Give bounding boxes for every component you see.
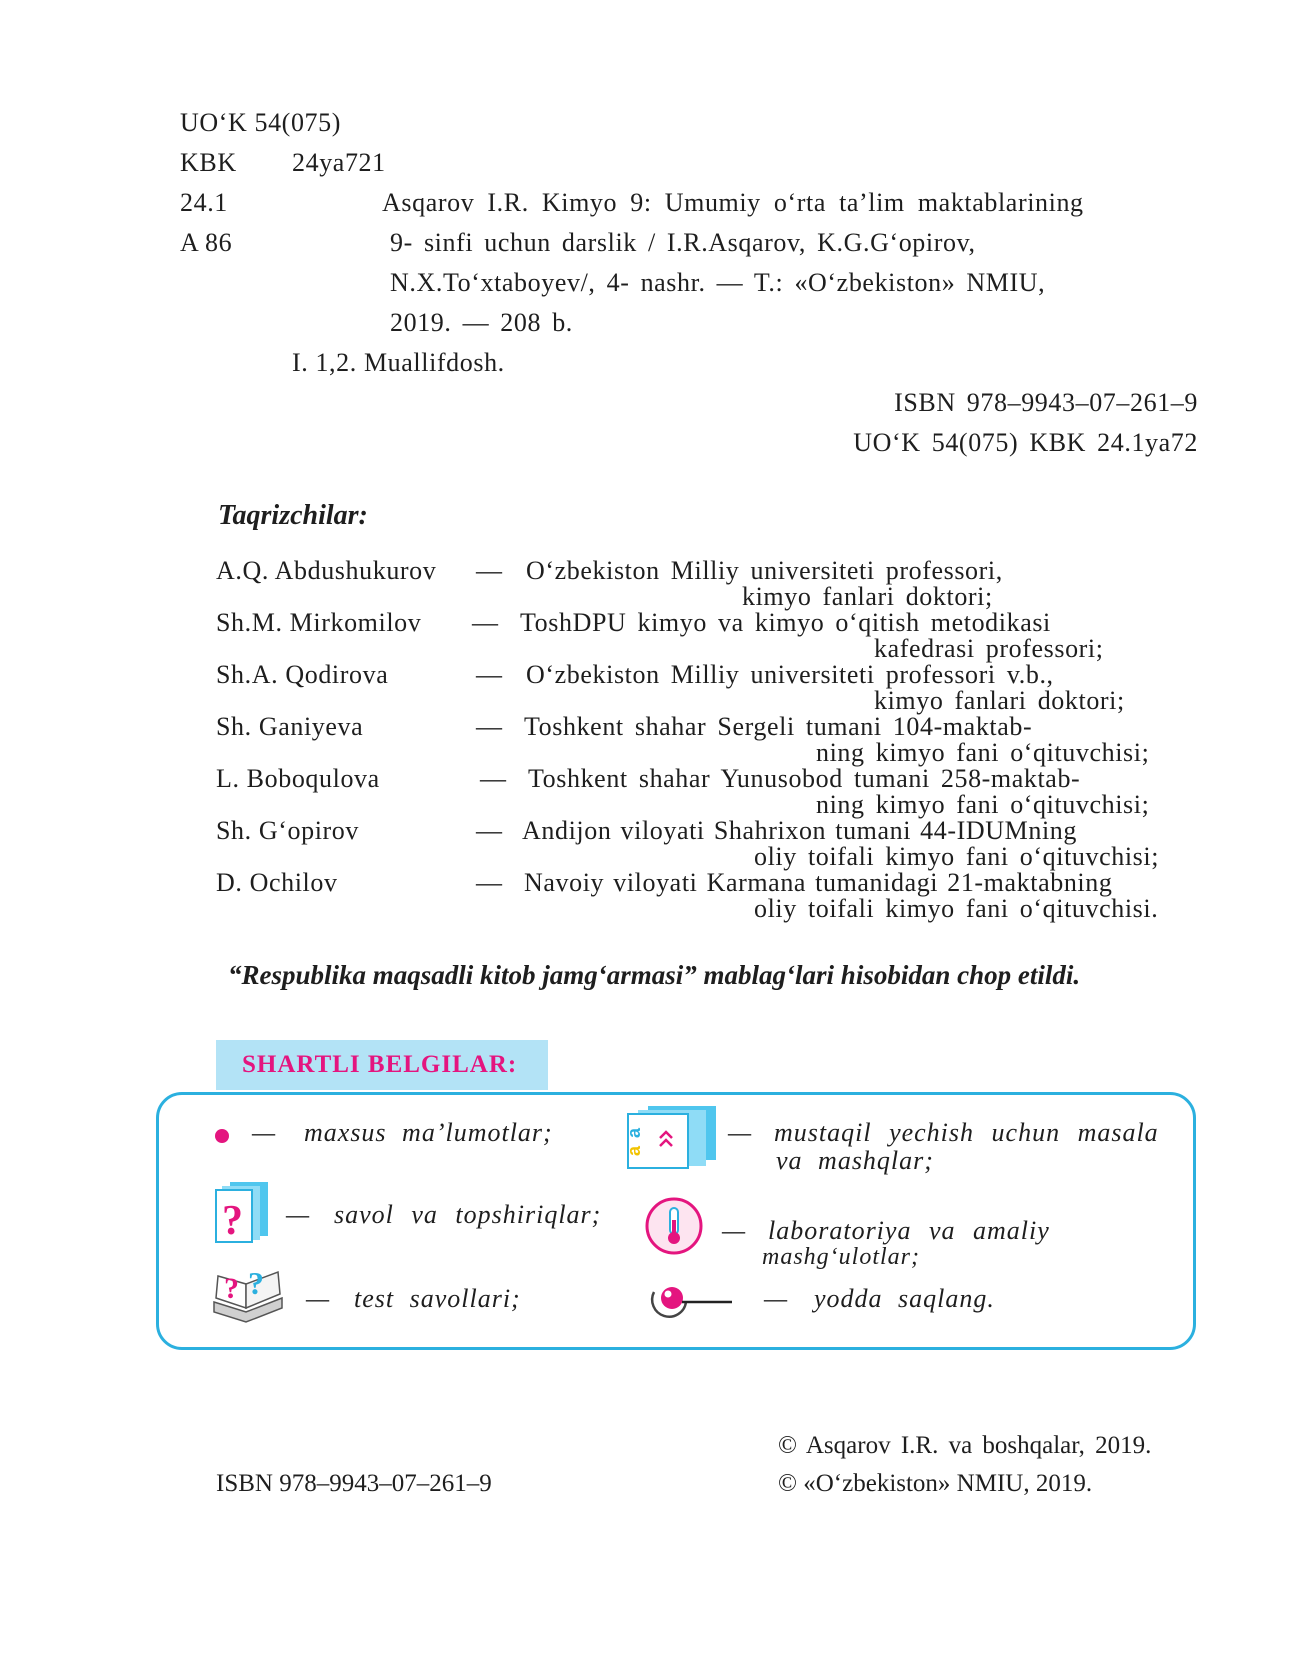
reviewer-name: Sh.M. Mirkomilov <box>216 608 422 637</box>
kbk-label: KBK <box>180 148 237 177</box>
description-line-1: Asqarov I.R. Kimyo 9: Umumiy o‘rta ta’lim maktablarining <box>382 188 1084 217</box>
reviewer-dash: — <box>476 868 503 897</box>
footer-isbn: ISBN 978–9943–07–261–9 <box>216 1470 492 1497</box>
reviewer-role-line-2: ning kimyo fani o‘qituvchisi; <box>816 738 1150 767</box>
class-code-2: A 86 <box>180 228 233 257</box>
legend-questions: savol va topshiriqlar; <box>334 1200 602 1229</box>
reviewer-role-line-1: Navoiy viloyati Karmana tumanidagi 21-maktabning <box>524 868 1113 897</box>
legend-dash: — <box>722 1216 747 1245</box>
reviewer-name: Sh. G‘opirov <box>216 816 359 845</box>
svg-text:a: a <box>626 1145 644 1156</box>
legend-special-info: maxsus ma’lumotlar; <box>304 1118 553 1147</box>
legend-dash: — <box>306 1284 331 1313</box>
reviewer-dash: — <box>476 712 503 741</box>
class-code-1: 24.1 <box>180 188 228 217</box>
description-line-3: N.X.To‘xtaboyev/, 4- nashr. — T.: «O‘zbekiston» NMIU, <box>390 268 1046 297</box>
test-book-icon <box>210 1262 286 1331</box>
svg-text:?: ? <box>224 1272 239 1305</box>
thermometer-icon <box>644 1196 704 1261</box>
legend-lab-line-2: mashg‘ulotlar; <box>762 1244 920 1270</box>
reviewer-role-line-2: ning kimyo fani o‘qituvchisi; <box>816 790 1150 819</box>
index-line: I. 1,2. Muallifdosh. <box>292 348 505 377</box>
remember-pin-icon <box>648 1278 734 1327</box>
legend-problems-line-1: mustaqil yechish uchun masala <box>774 1118 1159 1147</box>
reviewer-role-line-1: Andijon viloyati Shahrixon tumani 44-IDUMning <box>522 816 1077 845</box>
legend-title: SHARTLI BELGILAR: <box>242 1051 518 1078</box>
copyright-line-2: © «O‘zbekiston» NMIU, 2019. <box>778 1470 1093 1497</box>
funding-note: “Respublika maqsadli kitob jamg‘armasi” mablag‘lari hisobidan chop etildi. <box>228 960 1081 990</box>
reviewer-role-line-2: kimyo fanlari doktori; <box>742 582 993 611</box>
reviewer-name: L. Boboqulova <box>216 764 380 793</box>
reviewer-role-line-1: Toshkent shahar Sergeli tumani 104-maktab- <box>524 712 1033 741</box>
description-line-4: 2019. — 208 b. <box>390 308 573 337</box>
uok-code: UO‘K 54(075) <box>180 108 342 137</box>
description-line-2: 9- sinfi uchun darslik / I.R.Asqarov, K.G.G‘opirov, <box>390 228 976 257</box>
reviewer-name: D. Ochilov <box>216 868 338 897</box>
svg-text:a: a <box>626 1127 644 1138</box>
reviewer-dash: — <box>480 764 507 793</box>
reviewer-role-line-1: O‘zbekiston Milliy universiteti professori v.b., <box>526 660 1054 689</box>
reviewer-name: Sh.A. Qodirova <box>216 660 389 689</box>
reviewer-role-line-2: kimyo fanlari doktori; <box>874 686 1125 715</box>
legend-dash: — <box>286 1200 311 1229</box>
svg-text:?: ? <box>222 1198 243 1244</box>
reviewer-role-line-1: ToshDPU kimyo va kimyo o‘qitish metodikasi <box>520 608 1051 637</box>
reviewer-role-line-1: Toshkent shahar Yunusobod tumani 258-maktab- <box>528 764 1081 793</box>
bullet-icon <box>215 1129 229 1143</box>
uok-kbk-right: UO‘K 54(075) KBK 24.1ya72 <box>853 428 1198 457</box>
reviewer-name: Sh. Ganiyeva <box>216 712 364 741</box>
reviewer-dash: — <box>476 816 503 845</box>
reviewer-dash: — <box>476 660 503 689</box>
reviewer-role-line-2: kafedrasi professori; <box>874 634 1104 663</box>
reviewer-role-line-2: oliy toifali kimyo fani o‘qituvchisi; <box>754 842 1160 871</box>
legend-lab-line-1: laboratoriya va amaliy <box>768 1216 1050 1245</box>
copyright-line-1: © Asqarov I.R. va boshqalar, 2019. <box>778 1432 1152 1459</box>
legend-dash: — <box>764 1284 789 1313</box>
reviewer-dash: — <box>476 556 503 585</box>
reviewers-heading: Taqrizchilar: <box>218 500 368 531</box>
legend-remember: yodda saqlang. <box>814 1284 995 1313</box>
reviewer-role-line-1: O‘zbekiston Milliy universiteti professori, <box>526 556 1003 585</box>
reviewer-name: A.Q. Abdushukurov <box>216 556 437 585</box>
svg-text:?: ? <box>248 1265 264 1301</box>
reviewer-dash: — <box>472 608 499 637</box>
kbk-value: 24ya721 <box>292 148 386 177</box>
legend-test: test savollari; <box>354 1284 521 1313</box>
question-icon <box>214 1180 270 1251</box>
isbn-right: ISBN 978–9943–07–261–9 <box>894 388 1198 417</box>
legend-dash: — <box>728 1118 753 1147</box>
legend-problems-line-2: va mashqlar; <box>776 1146 934 1175</box>
reviewer-role-line-2: oliy toifali kimyo fani o‘qituvchisi. <box>754 894 1159 923</box>
problems-icon <box>626 1104 720 1175</box>
legend-dash: — <box>252 1118 277 1147</box>
